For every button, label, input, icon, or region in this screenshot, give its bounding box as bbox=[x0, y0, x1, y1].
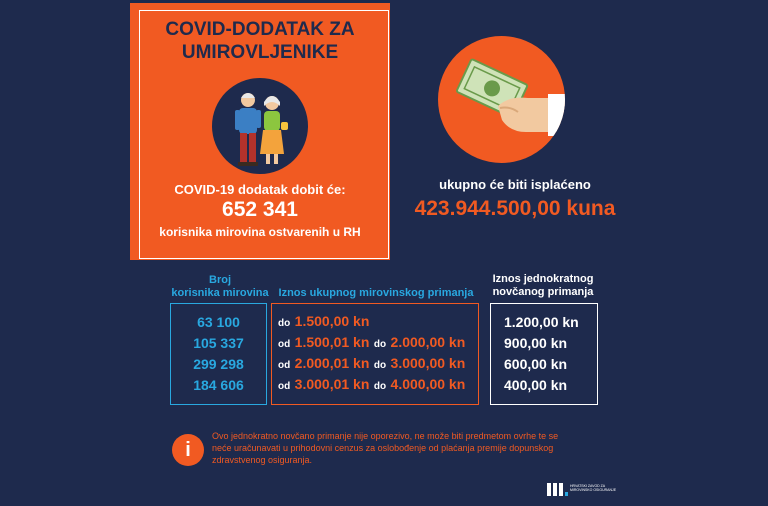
elderly-couple-icon bbox=[212, 78, 308, 174]
range-from-label: od bbox=[278, 339, 291, 350]
payment-cell: 600,00 kn bbox=[504, 356, 568, 372]
payment-cell: 900,00 kn bbox=[504, 335, 568, 351]
range-from-label: od bbox=[278, 360, 291, 371]
info-icon: i bbox=[172, 434, 204, 466]
payment-cell: 400,00 kn bbox=[504, 377, 568, 393]
range-from: 3.000,01 kn bbox=[294, 376, 370, 392]
header-payment bbox=[487, 273, 599, 299]
header-payment-line2: novčanog primanja bbox=[492, 286, 594, 298]
header-income: Iznos ukupnog mirovinskog primanja bbox=[278, 287, 474, 299]
info-note-line1: Ovo jednokratno novčano primanje nije oporezivo, ne može biti predmetom ovrhe te se bbox=[212, 431, 559, 441]
beneficiary-count: 652 341 bbox=[222, 198, 298, 221]
card-description: korisnika mirovina ostvarenih u RH bbox=[159, 225, 361, 239]
header-count bbox=[168, 274, 272, 300]
range-from: 2.000,01 kn bbox=[294, 355, 370, 371]
header-count-line1: Broj bbox=[209, 274, 231, 286]
range-from: 1.500,01 kn bbox=[294, 334, 370, 350]
income-range-row bbox=[278, 334, 465, 352]
logo-line1: HRVATSKI ZAVOD ZA bbox=[570, 484, 606, 488]
card-title-line2: UMIROVLJENIKE bbox=[181, 42, 339, 63]
total-value: 423.944.500,00 kuna bbox=[414, 197, 616, 220]
card-title bbox=[130, 18, 390, 64]
header-count-line2: korisnika mirovina bbox=[171, 287, 269, 299]
range-to-label: do bbox=[373, 381, 387, 392]
info-note-line2: neće uračunavati u prihodovni cenzus za oslobođenje od plaćanja premije dopunskog bbox=[212, 443, 554, 453]
count-cell: 299 298 bbox=[193, 356, 244, 372]
range-to: 2.000,00 kn bbox=[390, 334, 466, 350]
card-title-line1: COVID-DODATAK ZA bbox=[165, 19, 355, 40]
range-from-label: do bbox=[278, 318, 291, 329]
logo-line2: MIROVINSKO OSIGURANJE bbox=[570, 488, 617, 492]
range-from-label: od bbox=[278, 381, 291, 392]
card-subtitle: COVID-19 dodatak dobit će: bbox=[174, 182, 346, 197]
count-cell: 184 606 bbox=[193, 377, 244, 393]
payment-cell: 1.200,00 kn bbox=[504, 314, 579, 330]
range-to-label: do bbox=[373, 360, 387, 371]
range-from: 1.500,00 kn bbox=[294, 313, 370, 329]
info-note-line3: zdravstvenog osiguranja. bbox=[212, 455, 313, 465]
income-range-row bbox=[278, 313, 369, 331]
income-range-row bbox=[278, 355, 465, 373]
header-payment-line1: Iznos jednokratnog bbox=[492, 273, 594, 285]
income-range-row bbox=[278, 376, 465, 394]
range-to: 4.000,00 kn bbox=[390, 376, 466, 392]
total-label: ukupno će biti isplaćeno bbox=[439, 177, 591, 192]
info-note bbox=[212, 430, 607, 466]
range-to-label: do bbox=[373, 339, 387, 350]
range-to: 3.000,00 kn bbox=[390, 355, 466, 371]
money-hand-icon bbox=[438, 36, 565, 163]
count-cell: 105 337 bbox=[193, 335, 244, 351]
logo-text bbox=[570, 484, 630, 492]
count-cell: 63 100 bbox=[197, 314, 240, 330]
